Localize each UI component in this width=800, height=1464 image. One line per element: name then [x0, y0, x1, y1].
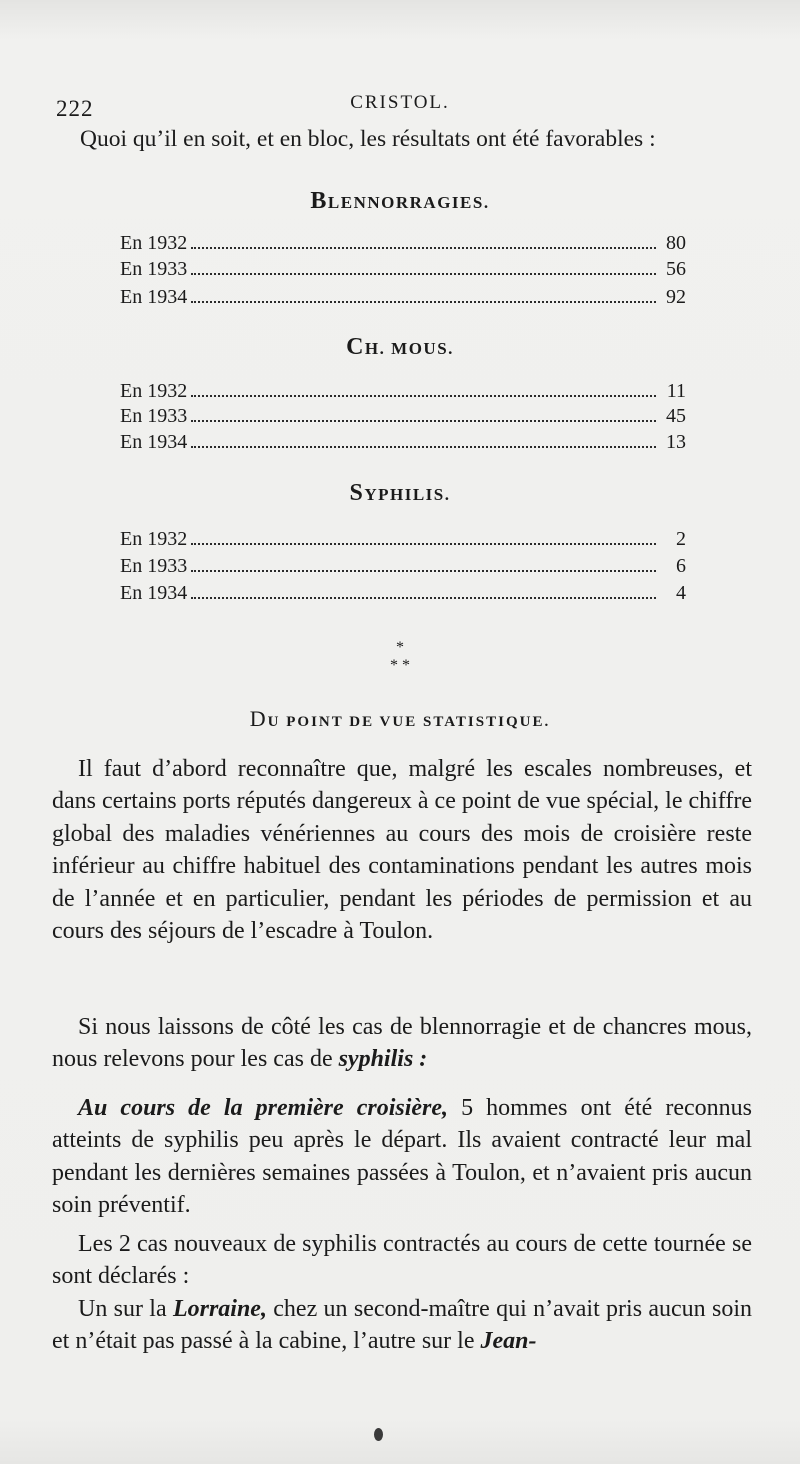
paragraph-3-emphasis: Au cours de la première croisière,: [78, 1095, 449, 1121]
dot-leader: [191, 419, 656, 422]
dot-leader: [191, 394, 656, 397]
paragraph-4: Les 2 cas nouveaux de syphilis contractés au cours de cette tournée se sont déclarés :: [52, 1231, 752, 1290]
paragraph-3: [52, 1092, 752, 1222]
paragraph-5-text-1: Un sur la: [78, 1296, 173, 1322]
stat-year: En 1932: [120, 528, 188, 550]
section-title-initial: C: [346, 334, 365, 360]
stat-row: [120, 258, 686, 284]
dot-leader: [191, 542, 656, 545]
section-title-initial: B: [310, 188, 328, 214]
asterism-top: *: [396, 639, 404, 656]
dot-leader: [191, 272, 656, 275]
stat-row: [120, 555, 686, 581]
intro-line: Quoi qu’il en soit, et en bloc, les résultats ont été favorables :: [80, 126, 656, 152]
stat-year: En 1934: [120, 431, 188, 453]
subheading-initial: D: [249, 706, 268, 731]
stat-value: 4: [676, 582, 686, 604]
section-title-syphilis: [0, 480, 800, 507]
stat-year: En 1933: [120, 555, 188, 577]
paragraph-5-ship-jean: Jean-: [480, 1328, 537, 1355]
stat-value: 92: [666, 286, 686, 308]
stat-value: 80: [666, 232, 686, 254]
dot-leader: [191, 300, 656, 303]
section-title-rest: H. MOUS.: [364, 339, 454, 358]
stat-year: En 1934: [120, 582, 188, 604]
asterism-bottom: * *: [390, 657, 410, 674]
stat-row: [120, 380, 686, 406]
stat-row: [120, 286, 686, 312]
stat-year: En 1932: [120, 232, 188, 254]
stat-value: 2: [676, 528, 686, 550]
stat-row: [120, 232, 686, 258]
section-title-initial: S: [349, 480, 365, 506]
stat-value: 11: [666, 380, 686, 402]
dot-leader: [191, 596, 656, 599]
paragraph-5: [52, 1293, 752, 1358]
stat-row: [120, 582, 686, 608]
running-head: CRISTOL.: [350, 92, 450, 113]
stat-year: En 1932: [120, 380, 188, 402]
stat-value: 56: [666, 258, 686, 280]
stat-year: En 1933: [120, 258, 188, 280]
section-title-rest: LENNORRAGIES.: [327, 193, 490, 212]
stat-value: 6: [676, 555, 686, 577]
ink-spot: [374, 1428, 383, 1441]
dot-leader: [191, 246, 656, 249]
stat-row: [120, 405, 686, 431]
stat-year: En 1934: [120, 286, 188, 308]
section-title-blennorragies: [0, 188, 800, 215]
paragraph-2: [52, 1011, 752, 1076]
dot-leader: [191, 445, 656, 448]
subheading-statistique: [0, 706, 800, 732]
stat-row: [120, 431, 686, 457]
stat-row: [120, 528, 686, 554]
stat-value: 13: [666, 431, 686, 453]
subheading-rest: U POINT DE VUE STATISTIQUE.: [267, 714, 551, 730]
stat-year: En 1933: [120, 405, 188, 427]
section-title-chancres-mous: [0, 334, 800, 361]
dot-leader: [191, 569, 656, 572]
paragraph-5-text-2: chez un second-maître qui n’avait pris aucun soin et n’était pas passé à la cabine, l’autre sur le: [52, 1296, 752, 1355]
section-title-rest: YPHILIS.: [364, 485, 451, 504]
paragraph-5-ship-lorraine: Lorraine,: [172, 1296, 267, 1322]
paragraph-1: Il faut d’abord reconnaître que, malgré les escales nombreuses, et dans certains ports réputés dangereux à ce point de vue spécial, le chiffre global des maladies vénériennes au cours des mois de croisière reste inférieur au chiffre habituel des contaminations pendant les autres mois de l’année et en particulier, pendant les périodes de permission et au cours des séjours de l’escadre à Toulon.: [52, 756, 752, 945]
stat-value: 45: [666, 405, 686, 427]
page-number: 222: [56, 96, 94, 121]
paragraph-3-text: 5 hommes ont été reconnus atteints de syphilis peu après le départ. Ils avaient contracté leur mal pendant les dernières semaines passées à Toulon, et n’avaient pris aucun soin préventif.: [52, 1095, 752, 1219]
paragraph-2-text: Si nous laissons de côté les cas de blennorragie et de chancres mous, nous relevons pour les cas de: [52, 1014, 752, 1073]
paragraph-2-emphasis: syphilis :: [338, 1046, 428, 1073]
